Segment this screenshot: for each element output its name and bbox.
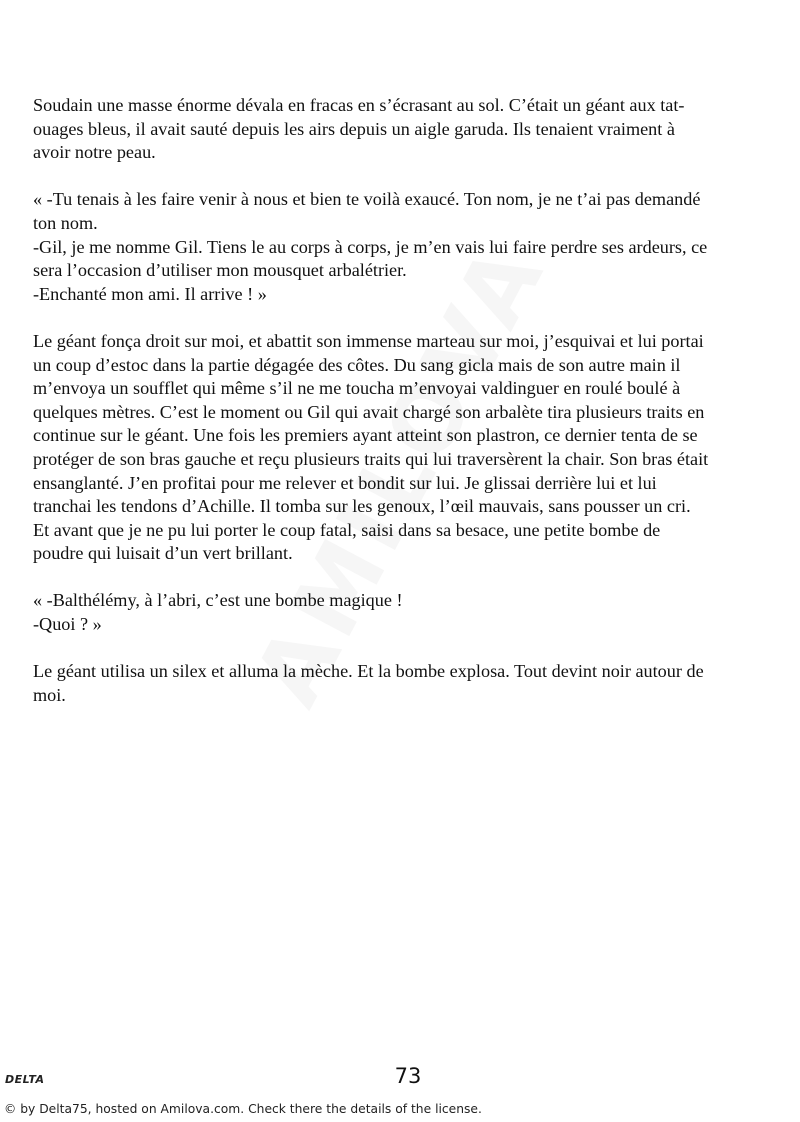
paragraph-4: « -Balthélémy, à l’abri, c’est une bombe magique ! -Quoi ? » [33,590,403,635]
delta-logo: DELTA [5,1073,45,1086]
body-text [33,94,775,731]
paragraph-5: Le géant utilisa un silex et alluma la mèche. Et la bombe explosa. Tout devint noir autour de moi. [33,661,704,705]
paragraph-2: « -Tu tenais à les faire venir à nous et bien te voilà exaucé. Ton nom, je ne t’ai pas demandé ton nom. -Gil, je me nomme Gil. Tiens le au corps à corps, je m’en vais lui faire perdre ses ardeurs, ce sera l’occasion d’utiliser mon mousquet arbalétrier. -Enchanté mon ami. Il arrive ! » [33,189,708,304]
paragraph-1: Soudain une masse énorme dévala en fracas en s’écrasant au sol. C’était un géant aux tat- ouages bleus, il avait sauté depuis les airs depuis un aigle garuda. Ils tenaient vraiment à avoir notre peau. [33,95,685,163]
paragraph-3: Le géant fonça droit sur moi, et abattit son immense marteau sur moi, j’esquivai et lui portai un coup d’estoc dans la partie dégagée des côtes. Du sang gicla mais de son autre main il m’envoya un soufflet qui même s’il ne me toucha m’envoyai valdinguer en roulé boulé à quelques mètres. C’est le moment ou Gil qui avait chargé son arbalète tira plusieurs traits en continue sur le géant. Une fois les premiers ayant atteint son plastron, ce dernier tenta de se protéger de son bras gauche et reçu plusieurs traits qui lui traversèrent la chair. Son bras était ensanglanté. J’en profitai pour me relever et bondit sur lui. Je glissai derrière lui et lui tranchai les tendons d’Achille. Il tomba sur les genoux, l’œil mauvais, sans pousser un cri. Et avant que je ne pu lui porter le coup fatal, saisi dans sa besace, une petite bombe de poudre qui luisait d’un vert brillant. [33,330,709,564]
license-footer: © by Delta75, hosted on Amilova.com. Check there the details of the license. [4,1102,482,1116]
page-number: 73 [394,1064,422,1088]
